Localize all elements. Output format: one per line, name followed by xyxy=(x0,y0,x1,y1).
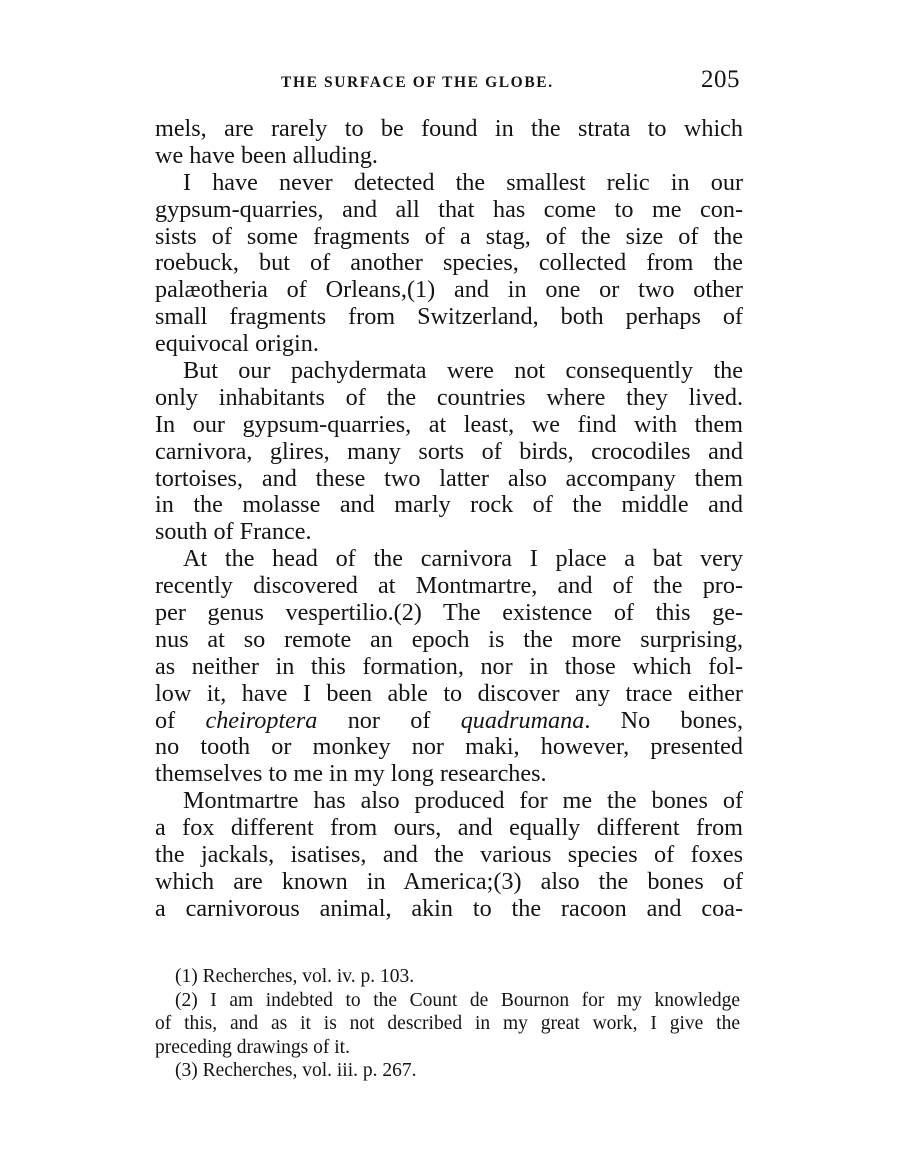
text-line: In our gypsum-quarries, at least, we find with them xyxy=(155,410,743,438)
running-head xyxy=(155,66,740,98)
text-line: the jackals, isatises, and the various species of foxes xyxy=(155,841,743,869)
footnote-line: (2) I am indebted to the Count de Bournon for my knowledge xyxy=(175,989,740,1011)
text-line: no tooth or monkey nor maki, however, presented xyxy=(155,733,743,761)
text-line: a fox different from ours, and equally different from xyxy=(155,814,743,842)
text-line: palæotheria of Orleans,(1) and in one or two other xyxy=(155,276,743,304)
text-line: nus at so remote an epoch is the more surprising, xyxy=(155,625,743,653)
text-line: only inhabitants of the countries where they lived. xyxy=(155,383,743,411)
text-line: south of France. xyxy=(155,518,312,546)
text-line: themselves to me in my long researches. xyxy=(155,760,547,788)
body-text xyxy=(155,116,743,923)
text-line: a carnivorous animal, akin to the racoon and coa- xyxy=(155,894,743,922)
footnotes xyxy=(155,965,740,1083)
text-line: But our pachydermata were not consequently the xyxy=(183,357,743,385)
text-line-with-italics xyxy=(155,708,743,735)
text-line: in the molasse and marly rock of the middle and xyxy=(155,491,743,519)
text-line: carnivora, glires, many sorts of birds, crocodiles and xyxy=(155,437,743,465)
footnote-line: (3) Recherches, vol. iii. p. 267. xyxy=(175,1060,417,1082)
text-fragment: nor of xyxy=(347,706,431,734)
text-line: as neither in this formation, nor in those which fol- xyxy=(155,652,743,680)
text-fragment: of xyxy=(155,706,176,734)
footnote-line: of this, and as it is not described in my great work, I give the xyxy=(155,1013,740,1035)
text-line: which are known in America;(3) also the bones of xyxy=(155,867,743,895)
text-line: we have been alluding. xyxy=(155,141,378,169)
italic-term: quadrumana xyxy=(460,706,585,734)
running-title: THE SURFACE OF THE GLOBE. xyxy=(281,74,554,91)
footnote-line: (1) Recherches, vol. iv. p. 103. xyxy=(175,966,415,987)
text-line: equivocal origin. xyxy=(155,330,319,358)
text-line: At the head of the carnivora I place a bat very xyxy=(183,545,743,573)
text-line: sists of some fragments of a stag, of the size of the xyxy=(155,222,743,250)
page-number: 205 xyxy=(701,66,740,93)
italic-term: cheiroptera xyxy=(205,706,318,734)
footnote-line: preceding drawings of it. xyxy=(155,1036,350,1058)
text-line: low it, have I been able to discover any trace either xyxy=(155,679,743,707)
text-line: tortoises, and these two latter also accompany them xyxy=(155,464,743,492)
text-line: roebuck, but of another species, collected from the xyxy=(155,249,743,277)
text-line: mels, are rarely to be found in the strata to which xyxy=(155,115,743,142)
text-line: recently discovered at Montmartre, and of the pro- xyxy=(155,572,743,600)
text-line: Montmartre has also produced for me the bones of xyxy=(183,787,743,815)
text-line: small fragments from Switzerland, both perhaps of xyxy=(155,303,743,331)
text-line: gypsum-quarries, and all that has come to me con- xyxy=(155,195,743,223)
text-line: I have never detected the smallest relic in our xyxy=(183,168,743,196)
text-line: per genus vespertilio.(2) The existence of this ge- xyxy=(155,599,743,627)
text-fragment: . No bones, xyxy=(584,706,744,734)
